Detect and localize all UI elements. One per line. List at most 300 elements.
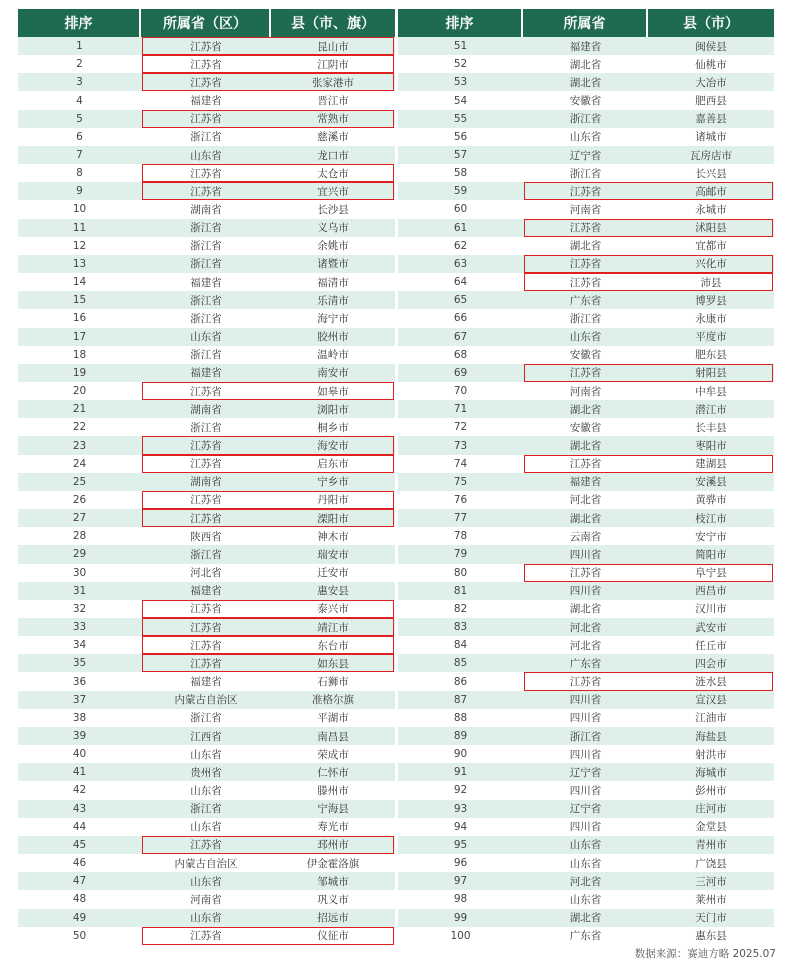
county-cell: 三河市	[695, 875, 727, 888]
table-row	[18, 636, 395, 654]
rank-cell: 77	[453, 512, 468, 525]
rank-cell: 94	[453, 820, 468, 833]
table-row	[18, 110, 395, 128]
county-cell: 乐清市	[317, 294, 349, 307]
county-cell: 沭阳县	[695, 222, 727, 235]
table-row	[18, 781, 395, 799]
rank-cell: 49	[72, 911, 87, 924]
province-cell: 江苏省	[190, 930, 222, 943]
province-cell: 浙江省	[190, 803, 222, 816]
table-row	[18, 237, 395, 255]
rank-cell: 32	[72, 602, 87, 615]
province-cell: 河北省	[569, 494, 602, 507]
data-source-note: 数据来源：赛迪方略 2025.07	[634, 948, 776, 960]
table-row	[398, 636, 774, 654]
rank-cell: 64	[453, 276, 468, 289]
table-row	[398, 727, 774, 745]
rank-cell: 46	[72, 857, 87, 870]
rank-cell: 37	[72, 693, 87, 706]
rank-cell: 43	[72, 802, 87, 815]
province-cell: 江苏省	[190, 440, 222, 453]
county-cell: 宁海县	[317, 803, 349, 816]
county-cell: 常熟市	[317, 113, 349, 126]
county-cell: 江阴市	[317, 58, 349, 71]
rank-cell: 34	[72, 639, 87, 652]
rank-cell: 68	[453, 348, 468, 361]
rank-cell: 10	[72, 203, 87, 216]
county-cell: 如皋市	[317, 385, 349, 398]
province-cell: 辽宁省	[569, 766, 602, 779]
province-cell: 湖北省	[569, 512, 602, 525]
table-row	[398, 654, 774, 672]
rank-cell: 82	[453, 602, 468, 615]
rank-cell: 24	[72, 457, 87, 470]
rank-cell: 18	[72, 348, 87, 361]
province-cell: 浙江省	[190, 312, 222, 325]
rank-cell: 39	[72, 730, 87, 743]
province-cell: 浙江省	[190, 222, 222, 235]
county-cell: 中牟县	[695, 385, 727, 398]
province-cell: 江苏省	[569, 567, 602, 580]
table-row	[398, 854, 774, 872]
county-cell: 涟水县	[695, 676, 727, 689]
table-row	[18, 890, 395, 908]
table-row	[18, 200, 395, 218]
province-cell: 江苏省	[569, 676, 602, 689]
county-cell: 南昌县	[317, 730, 349, 743]
rank-cell: 54	[453, 94, 468, 107]
table-row	[18, 527, 395, 545]
county-cell: 四会市	[695, 657, 727, 670]
table-row	[398, 200, 774, 218]
province-cell: 四川省	[569, 694, 602, 707]
rank-cell: 6	[76, 130, 83, 143]
table-row	[398, 255, 774, 273]
county-cell: 准格尔旗	[312, 694, 354, 707]
province-cell: 浙江省	[190, 131, 222, 144]
table-row	[18, 672, 395, 690]
table-row	[18, 709, 395, 727]
province-cell: 江苏省	[569, 276, 602, 289]
rank-cell: 61	[453, 221, 468, 234]
rank-cell: 31	[72, 584, 87, 597]
rank-cell: 17	[72, 330, 87, 343]
province-cell: 山东省	[569, 331, 602, 344]
table-row	[18, 800, 395, 818]
table-row	[398, 545, 774, 563]
rank-cell: 65	[453, 294, 468, 307]
rank-cell: 71	[453, 403, 468, 416]
province-cell: 辽宁省	[569, 149, 602, 162]
province-cell: 安徽省	[569, 421, 602, 434]
table-row	[18, 436, 395, 454]
county-cell: 平湖市	[317, 712, 349, 725]
table-row	[18, 582, 395, 600]
rank-cell: 8	[76, 167, 83, 180]
table-row	[398, 219, 774, 237]
table-row	[398, 164, 774, 182]
province-cell: 浙江省	[190, 712, 222, 725]
county-cell: 石狮市	[317, 676, 349, 689]
county-cell: 昆山市	[317, 40, 349, 53]
county-cell: 宜都市	[695, 240, 727, 253]
table-row	[398, 73, 774, 91]
rank-cell: 50	[72, 929, 87, 942]
province-cell: 江苏省	[190, 185, 222, 198]
province-cell: 河北省	[569, 621, 602, 634]
county-cell: 广饶县	[695, 857, 727, 870]
county-cell: 慈溪市	[317, 131, 349, 144]
county-cell: 射洪市	[695, 748, 727, 761]
rank-cell: 86	[453, 675, 468, 688]
rank-cell: 29	[72, 548, 87, 561]
rank-cell: 19	[72, 366, 87, 379]
county-cell: 射阳县	[695, 367, 727, 380]
header-province: 所属省	[523, 9, 648, 37]
table-row	[18, 346, 395, 364]
rank-cell: 3	[76, 76, 83, 89]
province-cell: 广东省	[569, 294, 602, 307]
rank-cell: 51	[453, 40, 468, 53]
table-row	[398, 291, 774, 309]
table-row	[398, 890, 774, 908]
rank-cell: 26	[72, 493, 87, 506]
county-cell: 建湖县	[695, 458, 727, 471]
rank-cell: 23	[72, 439, 87, 452]
rank-cell: 88	[453, 711, 468, 724]
county-cell: 招远市	[317, 912, 349, 925]
county-cell: 寿光市	[317, 821, 349, 834]
province-cell: 安徽省	[569, 349, 602, 362]
header-province: 所属省（区）	[141, 9, 271, 37]
county-cell: 长丰县	[695, 421, 727, 434]
rank-cell: 12	[72, 239, 87, 252]
table-row	[18, 600, 395, 618]
rank-cell: 89	[453, 730, 468, 743]
province-cell: 浙江省	[569, 312, 602, 325]
ranking-table-left	[18, 9, 395, 945]
table-row	[398, 564, 774, 582]
table-row	[398, 491, 774, 509]
rank-cell: 59	[453, 185, 468, 198]
county-cell: 简阳市	[695, 548, 727, 561]
table-row	[18, 691, 395, 709]
table-row	[398, 527, 774, 545]
rank-cell: 75	[453, 475, 468, 488]
table-row	[18, 854, 395, 872]
rank-cell: 95	[453, 838, 468, 851]
rank-cell: 41	[72, 766, 87, 779]
county-cell: 惠安县	[317, 585, 349, 598]
county-cell: 沛县	[700, 276, 722, 289]
county-cell: 阜宁县	[695, 567, 727, 580]
rank-cell: 38	[72, 711, 87, 724]
province-cell: 江苏省	[569, 258, 602, 271]
province-cell: 江苏省	[190, 58, 222, 71]
province-cell: 江苏省	[190, 76, 222, 89]
province-cell: 福建省	[190, 367, 222, 380]
province-cell: 山东省	[190, 912, 222, 925]
province-cell: 江苏省	[569, 458, 602, 471]
table-row	[18, 364, 395, 382]
table-row	[18, 309, 395, 327]
table-row	[398, 672, 774, 690]
province-cell: 广东省	[569, 930, 602, 943]
county-cell: 仁怀市	[317, 766, 349, 779]
province-cell: 湖北省	[569, 240, 602, 253]
province-cell: 浙江省	[190, 548, 222, 561]
county-cell: 伊金霍洛旗	[306, 857, 360, 870]
table-row	[398, 709, 774, 727]
county-cell: 海宁市	[317, 312, 349, 325]
table-row	[398, 800, 774, 818]
province-cell: 江苏省	[190, 385, 222, 398]
province-cell: 福建省	[190, 276, 222, 289]
county-cell: 仪征市	[317, 930, 349, 943]
table-row	[18, 654, 395, 672]
rank-cell: 21	[72, 403, 87, 416]
rank-cell: 66	[453, 312, 468, 325]
province-cell: 江苏省	[190, 639, 222, 652]
header-county: 县（市、旗）	[291, 16, 375, 32]
county-cell: 福清市	[317, 276, 349, 289]
county-cell: 黄骅市	[695, 494, 727, 507]
ranking-table-right	[398, 9, 774, 945]
rank-cell: 91	[453, 766, 468, 779]
county-cell: 嘉善县	[695, 113, 727, 126]
table-row	[398, 582, 774, 600]
county-cell: 义乌市	[317, 222, 349, 235]
county-cell: 惠东县	[695, 930, 727, 943]
province-cell: 江苏省	[569, 222, 602, 235]
province-cell: 浙江省	[569, 113, 602, 126]
province-cell: 湖北省	[569, 58, 602, 71]
rank-cell: 93	[453, 802, 468, 815]
rank-cell: 67	[453, 330, 468, 343]
table-row	[398, 273, 774, 291]
table-row	[398, 691, 774, 709]
table-row	[398, 618, 774, 636]
table-row	[18, 909, 395, 927]
province-cell: 浙江省	[190, 294, 222, 307]
rank-cell: 100	[450, 929, 471, 942]
table-row	[18, 164, 395, 182]
county-cell: 龙口市	[317, 149, 349, 162]
rank-cell: 53	[453, 76, 468, 89]
rank-cell: 47	[72, 875, 87, 888]
rank-cell: 4	[76, 94, 83, 107]
province-cell: 四川省	[569, 748, 602, 761]
county-cell: 枣阳市	[695, 440, 727, 453]
table-row	[398, 909, 774, 927]
rank-cell: 25	[72, 475, 87, 488]
province-cell: 江苏省	[190, 494, 222, 507]
county-cell: 汉川市	[695, 603, 727, 616]
rank-cell: 40	[72, 748, 87, 761]
rank-cell: 9	[76, 185, 83, 198]
county-cell: 邹城市	[317, 875, 349, 888]
county-cell: 胶州市	[317, 331, 349, 344]
rank-cell: 80	[453, 566, 468, 579]
rank-cell: 2	[76, 58, 83, 71]
table-row	[398, 237, 774, 255]
county-cell: 江油市	[695, 712, 727, 725]
province-cell: 江苏省	[569, 185, 602, 198]
province-cell: 山东省	[190, 748, 222, 761]
province-cell: 福建省	[569, 476, 602, 489]
rank-cell: 78	[453, 530, 468, 543]
table-row	[18, 836, 395, 854]
table-row	[398, 146, 774, 164]
province-cell: 江苏省	[190, 458, 222, 471]
rank-cell: 79	[453, 548, 468, 561]
rank-cell: 99	[453, 911, 468, 924]
province-cell: 福建省	[190, 585, 222, 598]
county-cell: 青州市	[695, 839, 727, 852]
table-row	[398, 37, 774, 55]
table-header-right	[398, 9, 774, 37]
province-cell: 贵州省	[190, 766, 222, 779]
table-row	[398, 364, 774, 382]
county-cell: 丹阳市	[317, 494, 349, 507]
county-cell: 长沙县	[317, 203, 349, 216]
county-cell: 肥东县	[695, 349, 727, 362]
table-row	[18, 491, 395, 509]
county-cell: 晋江市	[317, 95, 349, 108]
province-cell: 湖北省	[569, 912, 602, 925]
rank-cell: 70	[453, 385, 468, 398]
province-cell: 湖北省	[569, 440, 602, 453]
table-row	[398, 400, 774, 418]
province-cell: 湖北省	[569, 603, 602, 616]
county-cell: 莱州市	[695, 893, 727, 906]
province-cell: 江苏省	[190, 167, 222, 180]
province-cell: 内蒙古自治区	[174, 694, 238, 707]
province-cell: 四川省	[569, 548, 602, 561]
province-cell: 河北省	[190, 567, 222, 580]
rank-cell: 62	[453, 239, 468, 252]
province-cell: 福建省	[190, 95, 222, 108]
table-row	[18, 382, 395, 400]
rank-cell: 20	[72, 385, 87, 398]
table-row	[398, 91, 774, 109]
table-row	[18, 255, 395, 273]
province-cell: 陕西省	[190, 530, 222, 543]
table-row	[398, 110, 774, 128]
rank-cell: 63	[453, 257, 468, 270]
rank-cell: 22	[72, 421, 87, 434]
county-cell: 邳州市	[317, 839, 349, 852]
county-cell: 仙桃市	[695, 58, 727, 71]
rank-cell: 52	[453, 58, 468, 71]
county-cell: 温岭市	[317, 349, 349, 362]
county-cell: 泰兴市	[317, 603, 349, 616]
rank-cell: 58	[453, 167, 468, 180]
table-row	[18, 91, 395, 109]
province-cell: 福建省	[190, 676, 222, 689]
county-cell: 浏阳市	[317, 403, 349, 416]
rank-cell: 36	[72, 675, 87, 688]
table-body-left	[18, 37, 395, 945]
table-row	[18, 418, 395, 436]
rank-cell: 81	[453, 584, 468, 597]
table-row	[18, 872, 395, 890]
province-cell: 江苏省	[190, 603, 222, 616]
county-cell: 靖江市	[317, 621, 349, 634]
rank-cell: 73	[453, 439, 468, 452]
table-row	[398, 509, 774, 527]
county-cell: 瓦房店市	[690, 149, 732, 162]
county-cell: 天门市	[695, 912, 727, 925]
rank-cell: 13	[72, 257, 87, 270]
table-row	[18, 291, 395, 309]
province-cell: 江苏省	[190, 839, 222, 852]
county-cell: 宁乡市	[317, 476, 349, 489]
county-cell: 武安市	[695, 621, 727, 634]
rank-cell: 35	[72, 657, 87, 670]
header-county: 县（市）	[683, 16, 739, 32]
province-cell: 江苏省	[190, 40, 222, 53]
table-row	[18, 455, 395, 473]
province-cell: 江西省	[190, 730, 222, 743]
county-cell: 闽侯县	[695, 40, 727, 53]
county-cell: 如东县	[317, 657, 349, 670]
table-row	[18, 219, 395, 237]
rank-cell: 48	[72, 893, 87, 906]
county-cell: 滕州市	[317, 784, 349, 797]
rank-cell: 72	[453, 421, 468, 434]
province-cell: 浙江省	[569, 167, 602, 180]
province-cell: 山东省	[190, 875, 222, 888]
table-row	[398, 455, 774, 473]
province-cell: 河南省	[190, 893, 222, 906]
province-cell: 江苏省	[190, 512, 222, 525]
county-cell: 东台市	[317, 639, 349, 652]
table-row	[18, 818, 395, 836]
rank-cell: 96	[453, 857, 468, 870]
table-body-right	[398, 37, 774, 945]
table-row	[18, 400, 395, 418]
county-cell: 潜江市	[695, 403, 727, 416]
county-cell: 兴化市	[695, 258, 727, 271]
province-cell: 湖北省	[569, 76, 602, 89]
county-cell: 海安市	[317, 440, 349, 453]
rank-cell: 87	[453, 693, 468, 706]
province-cell: 浙江省	[190, 421, 222, 434]
province-cell: 河南省	[569, 385, 602, 398]
province-cell: 河北省	[569, 875, 602, 888]
table-row	[18, 55, 395, 73]
table-row	[398, 781, 774, 799]
table-row	[398, 763, 774, 781]
table-row	[18, 618, 395, 636]
province-cell: 辽宁省	[569, 803, 602, 816]
county-cell: 高邮市	[695, 185, 727, 198]
province-cell: 四川省	[569, 784, 602, 797]
table-header-left	[18, 9, 395, 37]
county-cell: 大冶市	[695, 76, 727, 89]
county-cell: 肥西县	[695, 95, 727, 108]
county-cell: 溧阳市	[317, 512, 349, 525]
rank-cell: 83	[453, 621, 468, 634]
province-cell: 江苏省	[190, 657, 222, 670]
table-row	[398, 182, 774, 200]
table-row	[18, 146, 395, 164]
table-row	[398, 309, 774, 327]
county-cell: 启东市	[317, 458, 349, 471]
county-cell: 诸暨市	[317, 258, 349, 271]
county-cell: 海城市	[695, 766, 727, 779]
